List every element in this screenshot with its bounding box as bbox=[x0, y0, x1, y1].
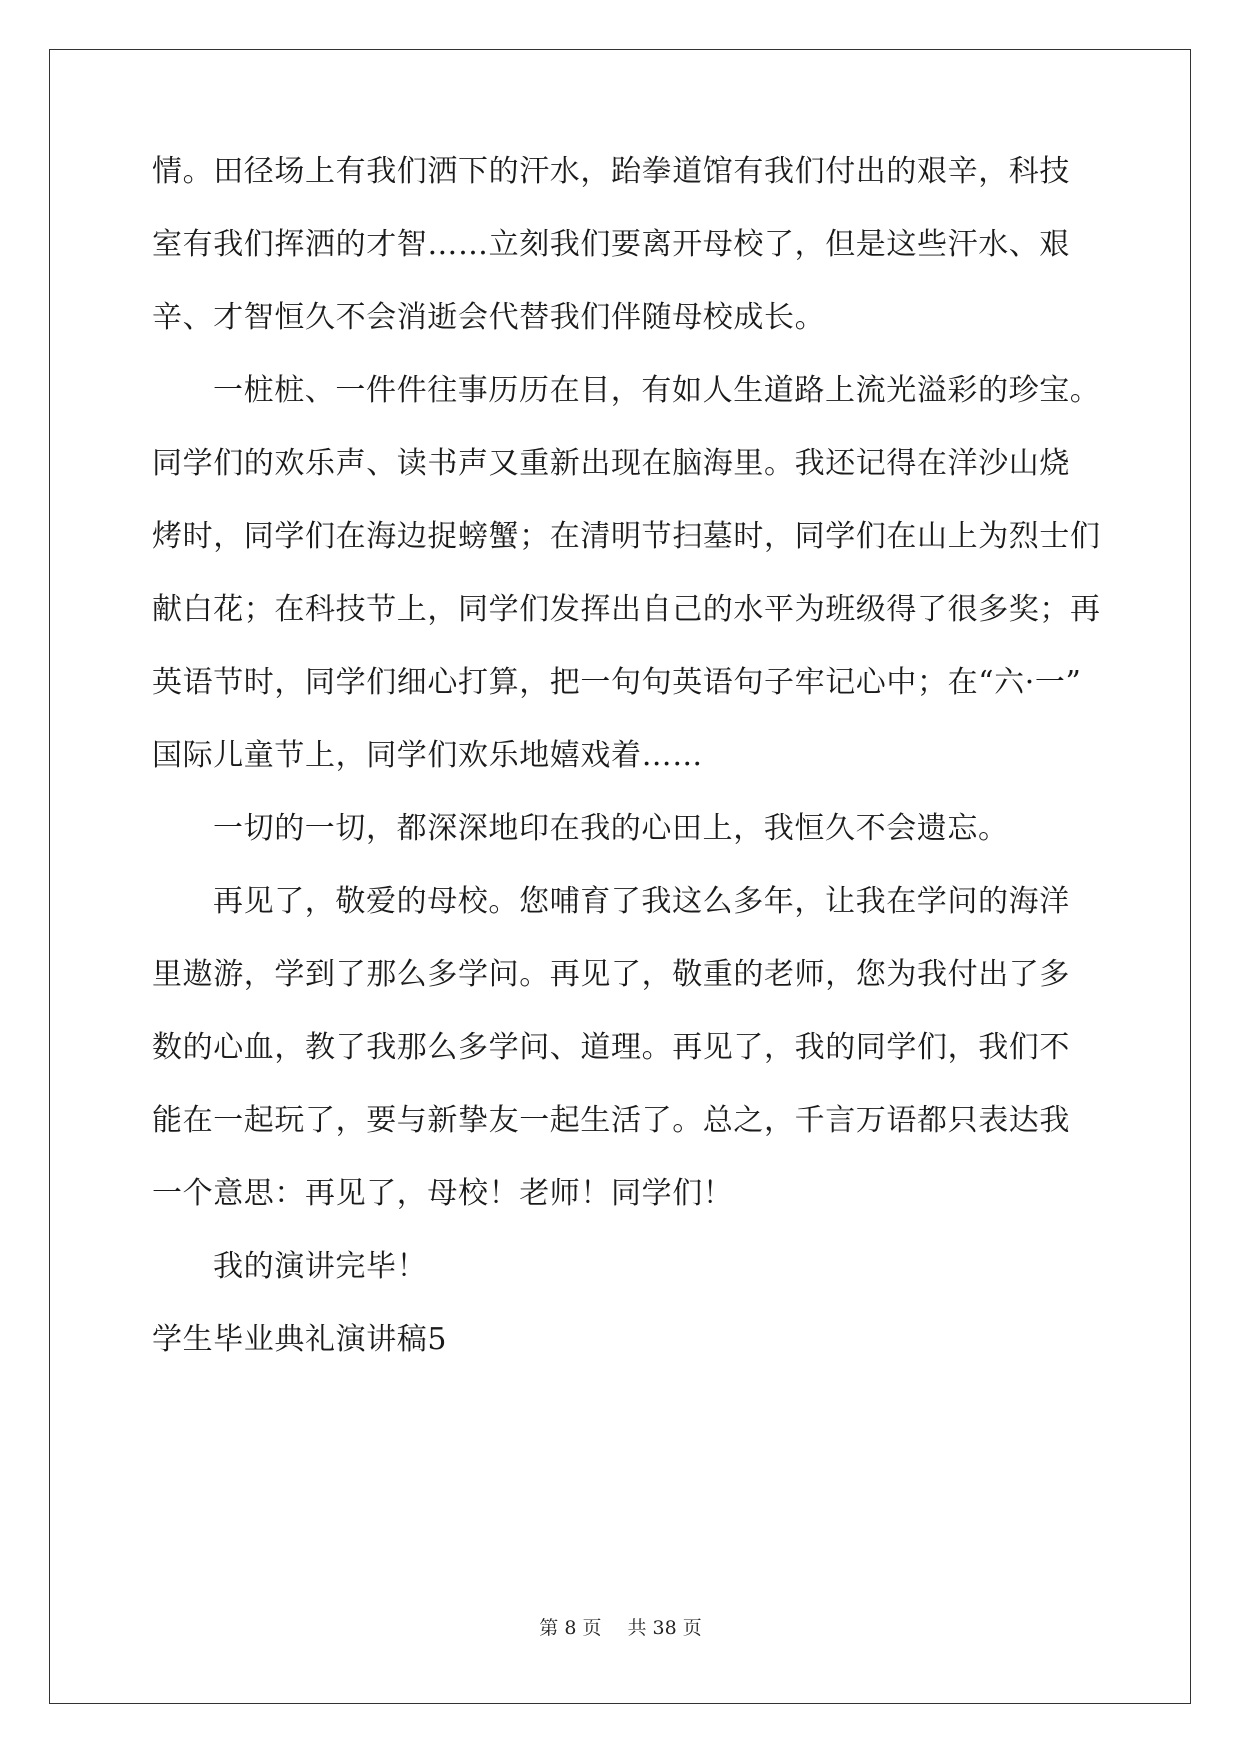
page-total: 共 38 页 bbox=[627, 1617, 702, 1639]
text-line: 英语节时，同学们细心打算，把一句句英语句子牢记心中；在“六·一” bbox=[152, 665, 1082, 700]
section-heading: 学生毕业典礼演讲稿5 bbox=[152, 1322, 448, 1357]
closing-line: 我的演讲完毕！ bbox=[213, 1249, 428, 1284]
text-line: 辛、才智恒久不会消逝会代替我们伴随母校成长。 bbox=[152, 300, 826, 335]
text-line: 烤时，同学们在海边捉螃蟹；在清明节扫墓时，同学们在山上为烈士们 bbox=[152, 519, 1101, 554]
page-footer bbox=[0, 1616, 1241, 1640]
paragraph-start: 再见了，敬爱的母校。您哺育了我这么多年，让我在学问的海洋 bbox=[213, 884, 1070, 919]
paragraph-start: 一切的一切，都深深地印在我的心田上，我恒久不会遗忘。 bbox=[213, 811, 1009, 846]
page-number: 第 8 页 bbox=[539, 1617, 602, 1639]
text-line: 国际儿童节上，同学们欢乐地嬉戏着…… bbox=[152, 738, 703, 773]
text-line: 情。田径场上有我们洒下的汗水，跆拳道馆有我们付出的艰辛，科技 bbox=[152, 154, 1070, 189]
text-line: 一个意思：再见了，母校！老师！同学们！ bbox=[152, 1176, 734, 1211]
text-line: 数的心血，教了我那么多学问、道理。再见了，我的同学们，我们不 bbox=[152, 1030, 1070, 1065]
text-line: 同学们的欢乐声、读书声又重新出现在脑海里。我还记得在洋沙山烧 bbox=[152, 446, 1070, 481]
text-line: 能在一起玩了，要与新挚友一起生活了。总之，千言万语都只表达我 bbox=[152, 1103, 1070, 1138]
text-line: 里遨游，学到了那么多学问。再见了，敬重的老师，您为我付出了多 bbox=[152, 957, 1070, 992]
text-line: 室有我们挥洒的才智……立刻我们要离开母校了，但是这些汗水、艰 bbox=[152, 227, 1070, 262]
paragraph-start: 一桩桩、一件件往事历历在目，有如人生道路上流光溢彩的珍宝。 bbox=[213, 373, 1101, 408]
text-line: 献白花；在科技节上，同学们发挥出自己的水平为班级得了很多奖；再 bbox=[152, 592, 1101, 627]
